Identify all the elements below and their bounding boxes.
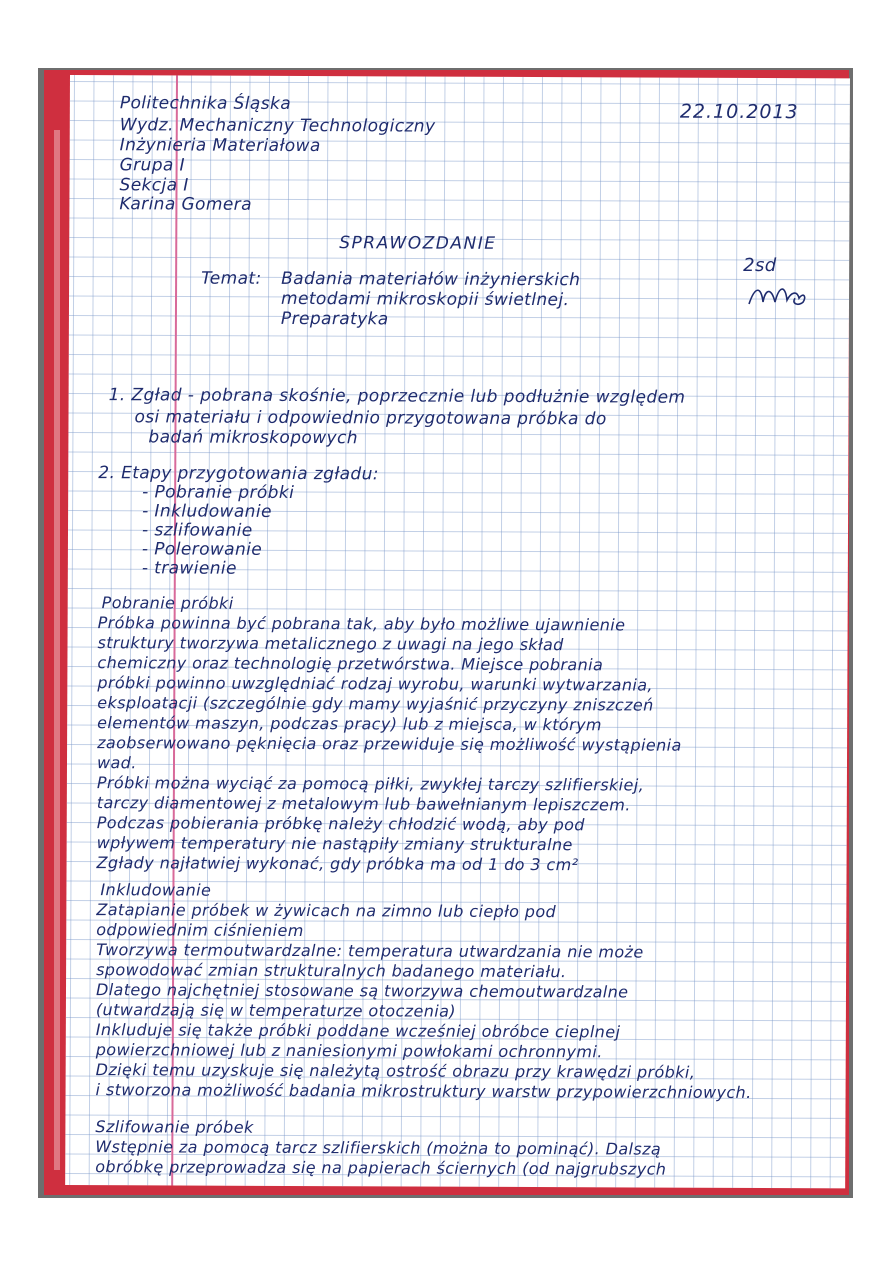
report-title: SPRAWOZDANIE xyxy=(339,233,497,254)
pobranie-line: Próbki można wyciąć za pomocą piłki, zwykłej tarczy szlifierskiej, xyxy=(96,773,645,795)
inkludowanie-line: Tworzywa termoutwardzalne: temperatura utwardzania nie może xyxy=(96,940,644,962)
pobranie-line: wad. xyxy=(96,753,137,773)
topic-line-2: metodami mikroskopii świetlnej. xyxy=(280,288,570,311)
pobranie-line: eksploatacji (szczególnie gdy mamy wyjaśnić przyczyny zniszczeń xyxy=(97,693,654,715)
stage-item: - Inkludowanie xyxy=(142,501,272,522)
pobranie-line: Próbka powinna być pobrana tak, aby było możliwe ujawnienie xyxy=(97,613,626,635)
stage-item: - Polerowanie xyxy=(141,539,263,560)
pobranie-line: struktury tworzywa metalicznego z uwagi na jego skład xyxy=(97,633,564,655)
inkludowanie-line: Zatapianie próbek w żywicach na zimno lub ciepło pod xyxy=(96,900,557,922)
inkludowanie-line: spowodować zmian strukturalnych badanego materiału. xyxy=(96,960,567,982)
inkludowanie-line: Inkluduje się także próbki poddane wcześniej obróbce cieplnej xyxy=(95,1020,621,1042)
section1-line-3: badań mikroskopowych xyxy=(148,427,358,449)
field-name: Inżynieria Materiałowa xyxy=(119,135,321,157)
report-date: 22.10.2013 xyxy=(679,100,799,124)
stage-item: - trawienie xyxy=(141,558,237,579)
szlifowanie-heading: Szlifowanie próbek xyxy=(95,1117,254,1137)
notebook-page xyxy=(65,75,850,1188)
pobranie-line: elementów maszyn, podczas pracy) lub z miejsca, w którym xyxy=(97,713,602,735)
stage-item: - szlifowanie xyxy=(141,520,253,541)
faculty-name: Wydz. Mechaniczny Technologiczny xyxy=(119,115,436,137)
grade-mark: 2sd xyxy=(743,254,777,277)
pobranie-line: Zgłady najłatwiej wykonać, gdy próbka ma od 1 do 3 cm² xyxy=(96,853,579,875)
inkludowanie-line: odpowiednim ciśnieniem xyxy=(96,920,304,941)
pobranie-line: tarczy diamentowej z metalowym lub bawełnianym lepiszczem. xyxy=(96,793,631,815)
section1-line-2: osi materiału i odpowiednio przygotowana próbka do xyxy=(134,407,607,430)
inkludowanie-line: powierzchniowej lub z naniesionymi powłokami ochronnymi. xyxy=(95,1040,603,1062)
szlifowanie-line: obróbkę przeprowadza się na papierach ściernych (od najgrubszych xyxy=(95,1157,667,1179)
section2-heading: 2. Etapy przygotowania zgładu: xyxy=(98,463,379,485)
inkludowanie-line: Dzięki temu uzyskuje się należytą ostrość obrazu przy krawędzi próbki, xyxy=(95,1060,696,1082)
pobranie-line: chemiczny oraz technologię przetwórstwa. Miejsce pobrania xyxy=(97,653,604,675)
grade-signature xyxy=(741,256,831,326)
topic-line-1: Badania materiałów inżynierskich xyxy=(281,268,581,291)
pobranie-line: wpływem temperatury nie nastąpiły zmiany strukturalne xyxy=(96,833,573,855)
inkludowanie-line: (utwardzają się w temperaturze otoczenia) xyxy=(95,1000,457,1021)
pobranie-line: próbki powinno uwzględniać rodzaj wyrobu, warunki wytwarzania, xyxy=(97,673,653,695)
pobranie-line: zaobserwowano pęknięcia oraz przewiduje się możliwość wystąpienia xyxy=(97,733,682,755)
pobranie-line: Podczas pobierania próbkę należy chłodzić wodą, aby pod xyxy=(96,813,585,835)
szlifowanie-line: Wstępnie za pomocą tarcz szlifierskich (można to pominąć). Dalszą xyxy=(95,1137,662,1159)
group-label: Grupa I xyxy=(119,155,186,176)
section-label: Sekcja I xyxy=(119,175,189,196)
stage-item: - Pobranie próbki xyxy=(142,482,295,503)
inkludowanie-line: Dlatego najchętniej stosowane są tworzywa chemoutwardzalne xyxy=(95,980,629,1002)
author-name: Karina Gomera xyxy=(119,194,252,215)
inkludowanie-heading: Inkludowanie xyxy=(100,880,212,900)
signature-scribble xyxy=(741,256,831,326)
university-name: Politechnika Śląska xyxy=(119,93,292,114)
pobranie-heading: Pobranie próbki xyxy=(101,593,234,613)
topic-line-3: Preparatyka xyxy=(280,308,389,330)
section1-line-1: 1. Zgład - pobrana skośnie, poprzecznie lub podłużnie względem xyxy=(108,385,686,408)
topic-label: Temat: xyxy=(201,268,262,289)
inkludowanie-line: i stworzona możliwość badania mikrostruktury warstw przypowierzchniowych. xyxy=(95,1080,752,1102)
